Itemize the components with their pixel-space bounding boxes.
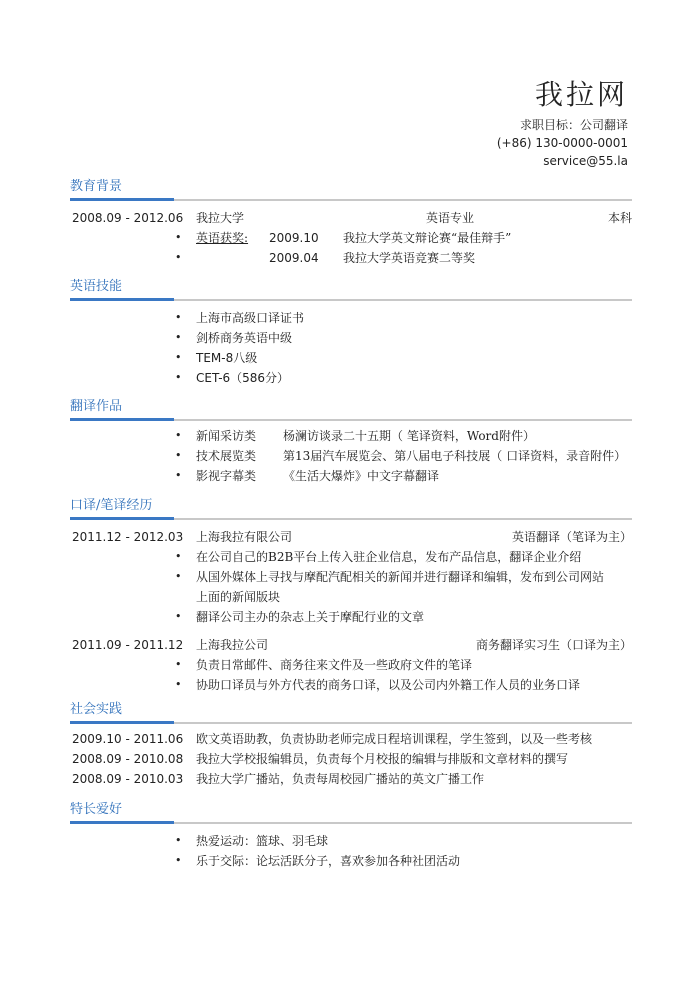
list-item: 协助口译员与外方代表的商务口译，以及公司内外籍工作人员的业务口译 bbox=[196, 678, 581, 692]
work-text: 《生活大爆炸》中文字幕翻译 bbox=[283, 469, 440, 483]
list-item: 负责日常邮件、商务往来文件及一些政府文件的笔译 bbox=[196, 658, 473, 672]
major: 英语专业 bbox=[426, 211, 475, 225]
education-row bbox=[70, 208, 632, 228]
section-works bbox=[70, 398, 632, 486]
list-item: 热爱运动：篮球、羽毛球 bbox=[196, 834, 329, 848]
section-title: 英语技能 bbox=[70, 279, 123, 294]
award-date: 2009.10 bbox=[269, 231, 319, 245]
award-text: 我拉大学英语竞赛二等奖 bbox=[343, 251, 476, 265]
award-date: 2009.04 bbox=[269, 251, 319, 265]
work-category: 新闻采访类 bbox=[196, 429, 257, 443]
list-item: CET-6（586分） bbox=[196, 371, 290, 385]
section-rule bbox=[70, 298, 632, 301]
job-objective: 求职目标：公司翻译 bbox=[519, 118, 628, 132]
applicant-name: 我拉网 bbox=[534, 78, 628, 111]
award-row bbox=[70, 248, 632, 268]
work-text: 杨澜访谈录二十五期（ 笔译资料，Word附件） bbox=[283, 429, 535, 443]
section-title: 特长爱好 bbox=[70, 802, 123, 817]
company-name: 上海我拉公司 bbox=[196, 638, 269, 652]
section-rule bbox=[70, 418, 632, 421]
school-name: 我拉大学 bbox=[196, 211, 245, 225]
education-date: 2008.09 - 2012.06 bbox=[72, 211, 184, 225]
award-text: 我拉大学英文辩论赛“最佳辩手” bbox=[343, 231, 512, 245]
section-skills bbox=[70, 278, 632, 388]
email-address: service@55.la bbox=[543, 154, 628, 168]
job-date: 2011.09 - 2011.12 bbox=[72, 638, 184, 652]
job-row bbox=[70, 527, 632, 547]
awards-label: 英语获奖: bbox=[196, 231, 249, 245]
section-title: 口译/笔译经历 bbox=[70, 498, 153, 513]
list-item: 剑桥商务英语中级 bbox=[196, 331, 293, 345]
section-rule bbox=[70, 821, 632, 824]
section-experience bbox=[70, 497, 632, 695]
section-title: 教育背景 bbox=[70, 179, 123, 194]
practice-row: 2008.09 - 2010.08 我拉大学校报编辑员，负责每个月校报的编辑与排版和文章材料的撰写 bbox=[72, 752, 569, 766]
phone-number: (+86) 130-0000-0001 bbox=[496, 136, 628, 150]
practice-row: 2008.09 - 2010.03 我拉大学广播站，负责每周校园广播站的英文广播工作 bbox=[72, 772, 485, 786]
section-rule bbox=[70, 517, 632, 520]
section-title: 社会实践 bbox=[70, 702, 123, 717]
section-hobbies bbox=[70, 801, 632, 871]
degree: 本科 bbox=[607, 211, 632, 225]
list-item bbox=[70, 466, 632, 486]
section-practice bbox=[70, 701, 632, 789]
list-item: 在公司自己的B2B平台上传入驻企业信息，发布产品信息，翻译企业介绍 bbox=[196, 550, 582, 564]
company-name: 上海我拉有限公司 bbox=[196, 530, 293, 544]
job-row bbox=[70, 635, 632, 655]
work-category: 技术展览类 bbox=[196, 449, 257, 463]
list-item bbox=[70, 426, 632, 446]
list-item: 翻译公司主办的杂志上关于摩配行业的文章 bbox=[196, 610, 425, 624]
list-item: • 从国外媒体上寻找与摩配汽配相关的新闻并进行翻译和编辑，发布到公司网站上面的新闻版块 bbox=[70, 567, 632, 607]
resume-header bbox=[497, 78, 628, 170]
practice-row: 2009.10 - 2011.06 欧文英语助教，负责协助老师完成日程培训课程，学生签到，以及一些考核 bbox=[72, 732, 593, 746]
job-date: 2011.12 - 2012.03 bbox=[72, 530, 184, 544]
section-title: 翻译作品 bbox=[70, 399, 123, 414]
list-item: 上海市高级口译证书 bbox=[196, 311, 305, 325]
section-education bbox=[70, 178, 632, 268]
list-item bbox=[70, 446, 632, 466]
job-role: 商务翻译实习生（口译为主） bbox=[475, 638, 632, 652]
section-rule bbox=[70, 198, 632, 201]
work-text: 第13届汽车展览会、第八届电子科技展（ 口译资料，录音附件） bbox=[283, 449, 627, 463]
section-rule bbox=[70, 721, 632, 724]
list-item: 乐于交际：论坛活跃分子，喜欢参加各种社团活动 bbox=[196, 854, 461, 868]
job-role: 英语翻译（笔译为主） bbox=[511, 530, 632, 544]
work-category: 影视字幕类 bbox=[196, 469, 257, 483]
award-row bbox=[70, 228, 632, 248]
list-item: TEM-8八级 bbox=[196, 351, 258, 365]
